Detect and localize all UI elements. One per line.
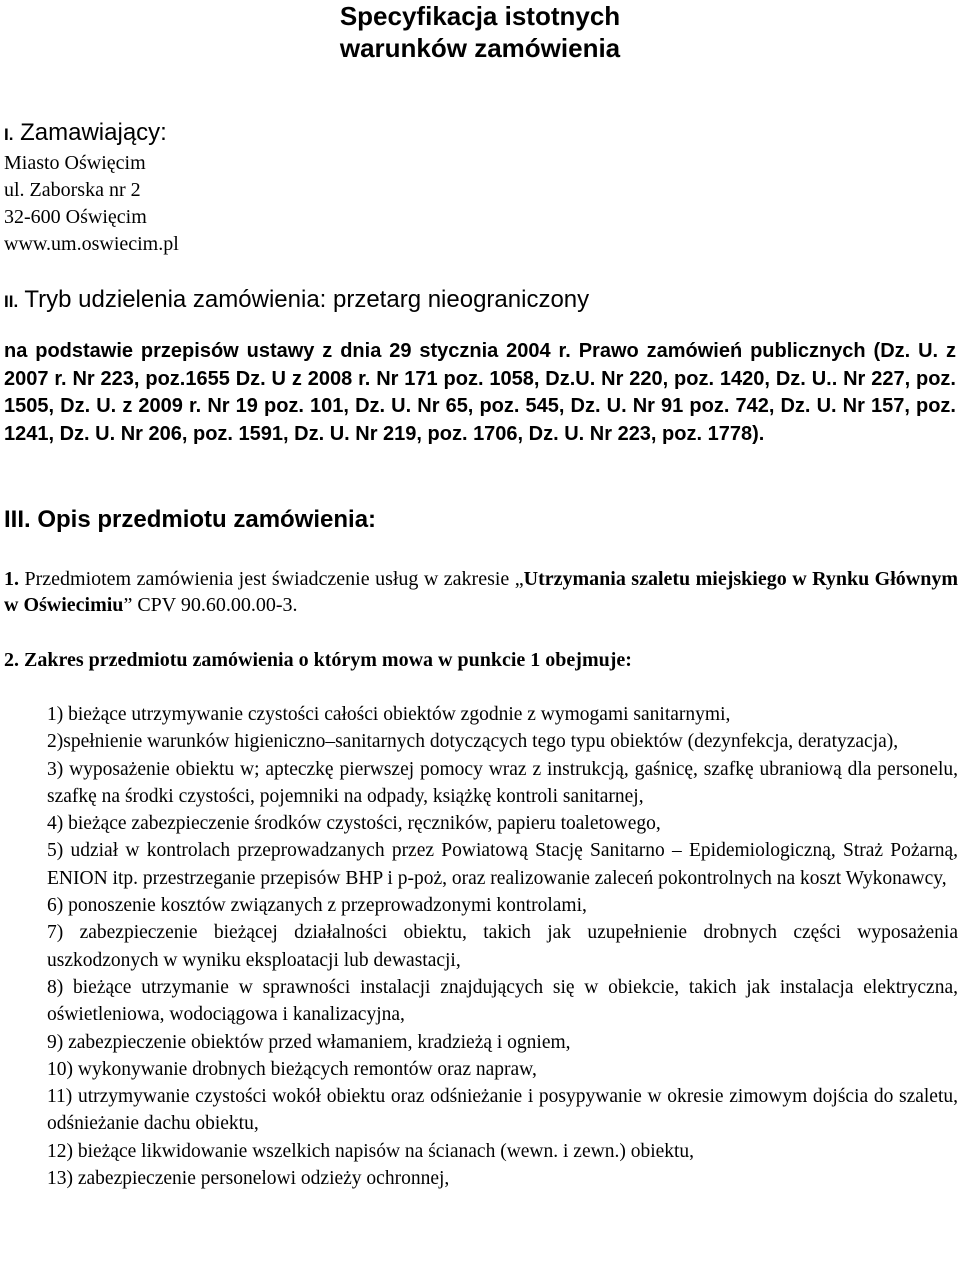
address-line-street: ul. Zaborska nr 2 bbox=[4, 179, 141, 201]
document-title bbox=[0, 0, 960, 64]
point-2-heading: 2. Zakres przedmiotu zamówienia o którym mowa w punkcie 1 obejmuje: bbox=[4, 649, 632, 671]
list-item: 12) bieżące likwidowanie wszelkich napisów na ścianach (wewn. i zewn.) obiektu, bbox=[47, 1140, 695, 1162]
address-line-city: 32-600 Oświęcim bbox=[4, 206, 147, 228]
point-1-text-before: Przedmiotem zamówienia jest świadczenie usług w zakresie „ bbox=[24, 568, 524, 590]
ordering-party-address bbox=[4, 150, 179, 258]
section-1-heading bbox=[4, 118, 167, 150]
section-1-title: Zamawiający: bbox=[20, 119, 167, 146]
point-1-service-name: Utrzymania szaletu miejskiego w Rynku Głównym w Oświecimiu bbox=[4, 568, 959, 616]
point-1-paragraph bbox=[4, 566, 958, 618]
section-3-title: Opis przedmiotu zamówienia: bbox=[37, 506, 377, 533]
title-line-2: warunków zamówienia bbox=[339, 33, 621, 63]
address-line-name: Miasto Oświęcim bbox=[4, 152, 146, 174]
scope-items-list bbox=[47, 701, 958, 1192]
legal-basis-paragraph: na podstawie przepisów ustawy z dnia 29 stycznia 2004 r. Prawo zamówień publicznych (Dz. U. z 2007 r. Nr 223, poz.1655 Dz. U z 2008 r. Nr 171 poz. 1058, Dz.U. Nr 220, poz. 1420, Dz. U.. Nr 227, poz. 1505, Dz. U. z 2009 r. Nr 19 poz. 101, Dz. U. Nr 65, poz. 545, Dz. U. Nr 91 poz. 742, Dz. U. Nr 157, poz. 1241, Dz. U. Nr 206, poz. 1591, Dz. U. Nr 219, poz. 1706, Dz. U. Nr 223, poz. 1778). bbox=[4, 340, 956, 445]
list-item: 5) udział w kontrolach przeprowadzanych przez Powiatową Stację Sanitarno – Epidemiologiczną, Straż Pożarną, ENION itp. przestrzeganie przepisów BHP i p-poż, oraz realizowanie zaleceń pokontrolnych na koszt Wykonawcy, bbox=[47, 840, 958, 889]
list-item: 7) zabezpieczenie bieżącej działalności obiektu, takich jak uzupełnienie drobnych części wyposażenia uszkodzonych w wyniku eksploatacji lub dewastacji, bbox=[47, 922, 958, 971]
list-item: 8) bieżące utrzymanie w sprawności instalacji znajdujących się w obiekcie, takich jak instalacja elektryczna, oświetleniowa, wodociągowa i kanalizacyjna, bbox=[47, 976, 958, 1026]
section-1-numeral: I. bbox=[4, 125, 14, 144]
section-3-numeral: III. bbox=[4, 506, 31, 533]
point-1-text-after: ” CPV 90.60.00.00-3. bbox=[123, 594, 298, 616]
list-item: 13) zabezpieczenie personelowi odzieży ochronnej, bbox=[47, 1168, 450, 1190]
list-item: 6) ponoszenie kosztów związanych z przeprowadzonymi kontrolami, bbox=[47, 895, 587, 917]
address-line-website: www.um.oswiecim.pl bbox=[4, 233, 179, 255]
list-item: 2)spełnienie warunków higieniczno–sanitarnych dotyczących tego typu obiektów (dezynfekcja, deratyzacja), bbox=[47, 731, 899, 753]
section-2-numeral: II. bbox=[4, 292, 19, 311]
title-line-1: Specyfikacja istotnych bbox=[339, 1, 621, 31]
list-item: 11) utrzymywanie czystości wokół obiektu oraz odśnieżanie i posypywanie w okresie zimowym dojścia do szaletu, odśnieżanie dachu obiektu, bbox=[47, 1086, 958, 1135]
section-2-heading bbox=[4, 285, 589, 317]
section-2-title: Tryb udzielenia zamówienia: przetarg nieograniczony bbox=[24, 286, 590, 313]
list-item: 9) zabezpieczenie obiektów przed włamaniem, kradzieżą i ogniem, bbox=[47, 1031, 571, 1053]
list-item: 1) bieżące utrzymywanie czystości całości obiektów zgodnie z wymogami sanitarnymi, bbox=[47, 704, 731, 725]
list-item: 4) bieżące zabezpieczenie środków czystości, ręczników, papieru toaletowego, bbox=[47, 813, 661, 835]
list-item: 10) wykonywanie drobnych bieżących remontów oraz napraw, bbox=[47, 1058, 537, 1080]
list-item: 3) wyposażenie obiektu w; apteczkę pierwszej pomocy wraz z instrukcją, gaśnicę, szafkę ubraniową dla personelu, szafkę na środki czystości, pojemniki na odpady, książkę kontroli sanitarnej, bbox=[47, 758, 958, 807]
point-1-number: 1. bbox=[4, 568, 19, 590]
section-3-heading bbox=[4, 505, 376, 535]
